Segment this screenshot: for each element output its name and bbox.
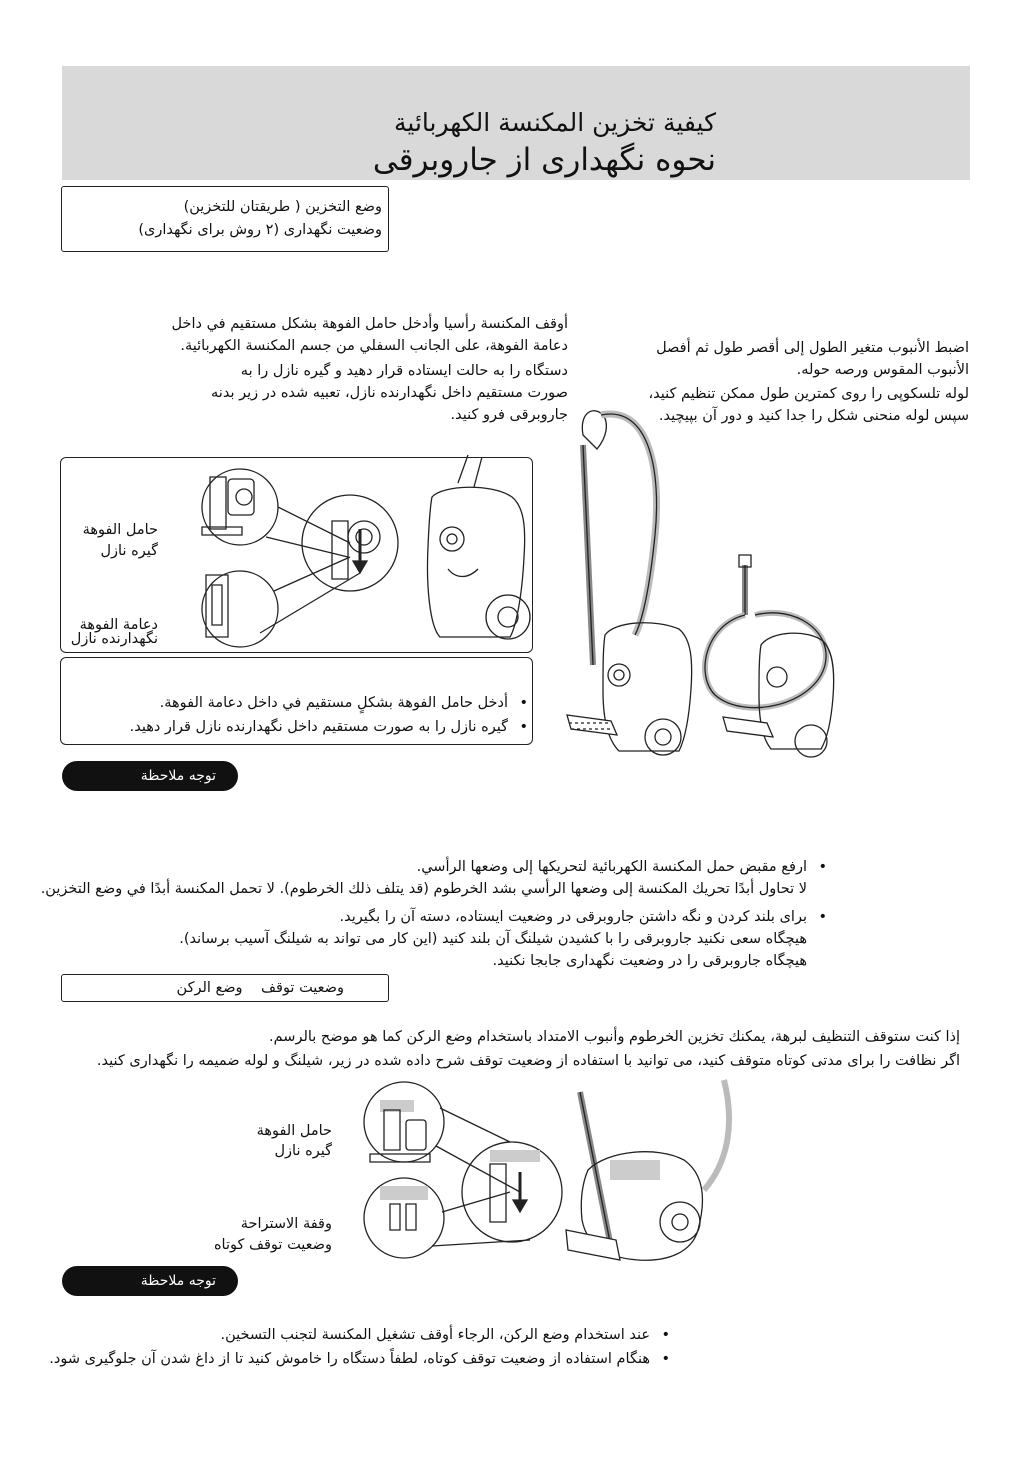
instruction-line: دستگاه را به حالت ایستاده قرار دهید و گیره نازل را به	[240, 363, 568, 379]
parking-instruction-fa: اگر نظافت را برای مدتی کوتاه متوقف کنید، می توانید با استفاده از وضعیت توقف شرح داده شده در زیر، شیلنگ و لوله ضمیمه را نگهداری کنید.	[96, 1053, 960, 1069]
section-title-parking-label: وضعیت توقف وضع الركن	[176, 980, 344, 996]
section-title-parking	[61, 974, 389, 1002]
vacuum-upright-illustration	[565, 405, 975, 765]
note-item: لا تحاول أبدًا تحريك المكنسة إلى وضعها الرأسي بشد الخرطوم (قد يتلف ذلك الخرطوم). لا تحمل المكنسة أبدًا في وضع التخزين.	[40, 881, 807, 897]
figure-parking-drawing	[340, 1080, 730, 1265]
parking-instruction	[60, 1026, 960, 1072]
instruction-line: دعامة الفوهة، على الجانب السفلي من جسم المكنسة الكهربائية.	[180, 338, 568, 354]
label-nozzle-holder-fa: گیره نازل	[100, 543, 158, 559]
note-item: هیچگاه سعی نکنید جاروبرقی را با کشیدن شیلنگ آن بلند کنید (این کار می تواند به شیلنگ آسیب برساند).	[179, 931, 807, 947]
parking-instruction-ar: إذا كنت ستوقف التنظيف لبرهة، يمكنك تخزين الخرطوم وأنبوب الامتداد باستخدام وضع الركن كما هو موضح بالرسم.	[269, 1029, 960, 1045]
notes-storage	[40, 856, 807, 972]
section-title-storage-fa: وضعیت نگهداری (۲ روش برای نگهداری)	[138, 222, 382, 238]
label-park-holder-ar: حامل الفوهة	[256, 1123, 332, 1139]
note-badge: توجه ملاحظة	[62, 761, 238, 791]
instruction-line: سپس لوله منحنی شکل را جدا کنید و دور آن بپیچید.	[658, 408, 969, 424]
label-rest-stop-fa: وضعیت توقف کوتاه	[213, 1237, 332, 1253]
note-item: • هنگام استفاده از وضعیت توقف کوتاه، لطفاً دستگاه را خاموش کنید تا از داغ شدن آن جلوگیری شود.	[50, 1348, 650, 1370]
instruction-line: لوله تلسکوپی را روی کمترین طول ممکن تنظیم کنید،	[648, 386, 969, 402]
section-title-storage	[61, 186, 389, 252]
label-nozzle-support-fa: نگهدارنده نازل	[70, 631, 158, 647]
note-item: هیچگاه جاروبرقی را در وضعیت نگهداری جابجا نکنید.	[492, 953, 807, 969]
page-title-fa: نحوه نگهداری از جاروبرقی	[372, 142, 716, 178]
caption-item-fa: • گیره نازل را به صورت مستقیم داخل نگهدارنده نازل قرار دهید.	[88, 716, 508, 738]
instruction-line: اضبط الأنبوب متغير الطول إلى أقصر طول ثم أفصل	[656, 340, 969, 356]
detail-circle-holder	[364, 1082, 444, 1162]
instruction-line: الأنبوب المقوس ورصه حوله.	[796, 362, 969, 378]
instruction-line: أوقف المكنسة رأسيا وأدخل حامل الفوهة بشكل مستقيم في داخل	[171, 316, 568, 332]
note-item: • عند استخدام وضع الركن، الرجاء أوقف تشغيل المكنسة لتجنب التسخين.	[50, 1324, 650, 1346]
notes-parking	[50, 1324, 650, 1370]
instruction-line: صورت مستقیم داخل نگهدارنده نازل، تعبیه شده در زیر بدنه	[211, 385, 568, 401]
detail-circle-holder	[202, 469, 278, 545]
label-park-holder-fa: گیره نازل	[274, 1143, 332, 1159]
instruction-upright-storage	[162, 313, 568, 426]
section-title-storage-ar: وضع التخزين ( طريقتان للتخزين)	[183, 199, 382, 215]
figure-caption-box	[60, 657, 533, 745]
instruction-line: جاروبرقی فرو کنید.	[450, 407, 568, 423]
label-nozzle-holder-ar: حامل الفوهة	[82, 522, 158, 538]
label-nozzle-support-ar: دعامة الفوهة	[79, 617, 158, 633]
label-rest-stop-ar: وقفة الاستراحة	[240, 1216, 332, 1232]
note-item: • برای بلند کردن و نگه داشتن جاروبرقی در وضعیت ایستاده، دسته آن را بگیرید.	[47, 906, 807, 928]
note-item: • ارفع مقبض حمل المكنسة الكهربائية لتحريكها إلى وضعها الرأسي.	[47, 856, 807, 878]
detail-circle-support	[202, 571, 278, 647]
note-badge: توجه ملاحظة	[62, 1266, 238, 1296]
page-title-ar: كيفية تخزين المكنسة الكهربائية	[394, 108, 716, 137]
caption-item-ar: • أدخل حامل الفوهة بشكلٍ مستقيم في داخل دعامة الفوهة.	[88, 692, 508, 714]
